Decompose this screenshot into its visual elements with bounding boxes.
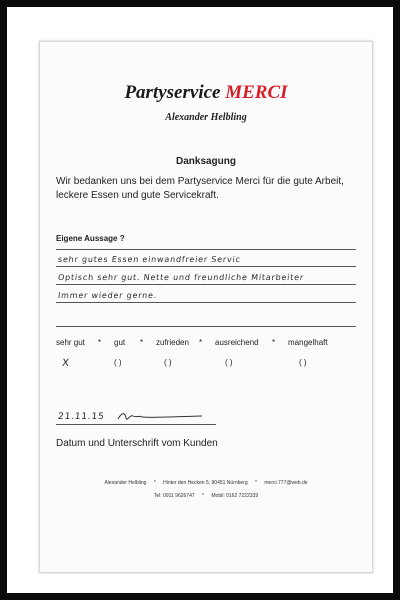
letterhead-title — [40, 82, 372, 104]
footer-contact — [40, 493, 372, 499]
brand-name: Partyservice — [124, 82, 221, 103]
rating-mark: ( ) — [225, 358, 233, 367]
rating-option: sehr gut — [56, 338, 85, 347]
signature-caption: Datum und Unterschrift vom Kunden — [56, 438, 218, 449]
statement-rule — [56, 284, 356, 285]
rating-separator: * — [140, 338, 144, 347]
handwritten-line: Optisch sehr gut. Nette und freundliche Mitarbeiter — [57, 273, 305, 282]
document-page — [39, 41, 373, 573]
footer-phone: Tel: 0911 9626747 — [153, 493, 195, 499]
rating-marks — [56, 358, 356, 372]
rating-mark: ( ) — [299, 358, 307, 367]
statement-label: Eigene Aussage ? — [56, 234, 125, 243]
brand-accent: MERCI — [225, 82, 288, 103]
rating-option: mangelhaft — [288, 338, 328, 347]
footer-name: Alexander Helbling — [104, 480, 147, 486]
photo-frame — [7, 7, 393, 593]
rating-option: gut — [114, 338, 126, 347]
rating-separator: * — [98, 338, 102, 347]
signature-date: 21.11.15 — [57, 412, 106, 422]
intro-text: Wir bedanken uns bei dem Partyservice Merci für die gute Arbeit, leckere Essen und gute Servicekraft. — [56, 176, 344, 201]
footer-separator: * — [202, 493, 204, 499]
footer-separator: * — [255, 480, 257, 486]
rating-scale — [56, 338, 356, 352]
statement-rule — [56, 266, 356, 267]
statement-rule — [56, 249, 356, 250]
rating-option: zufrieden — [156, 338, 189, 347]
statement-rule — [56, 326, 356, 327]
footer-mobile: Mobil: 0162 7222339 — [211, 493, 259, 499]
owner-name: Alexander Helbling — [165, 112, 247, 123]
signature-line — [56, 424, 216, 425]
document-heading: Danksagung — [175, 156, 236, 167]
footer-email: merci.777@web.de — [264, 480, 308, 486]
handwritten-line: Immer wieder gerne. — [57, 291, 158, 300]
footer-street: Hinter den Hecken 5, 90451 Nürnberg — [163, 480, 248, 486]
rating-separator: * — [199, 338, 203, 347]
rating-mark: ( ) — [114, 358, 122, 367]
rating-mark-selected: X — [61, 358, 71, 369]
rating-mark: ( ) — [164, 358, 172, 367]
footer-separator: * — [153, 480, 156, 486]
handwritten-line: sehr gutes Essen einwandfreier Servic — [57, 255, 242, 264]
rating-option: ausreichend — [215, 338, 259, 347]
footer-address — [40, 480, 372, 486]
signature-scribble — [116, 410, 206, 424]
rating-separator: * — [272, 338, 276, 347]
statement-rule — [56, 302, 356, 303]
